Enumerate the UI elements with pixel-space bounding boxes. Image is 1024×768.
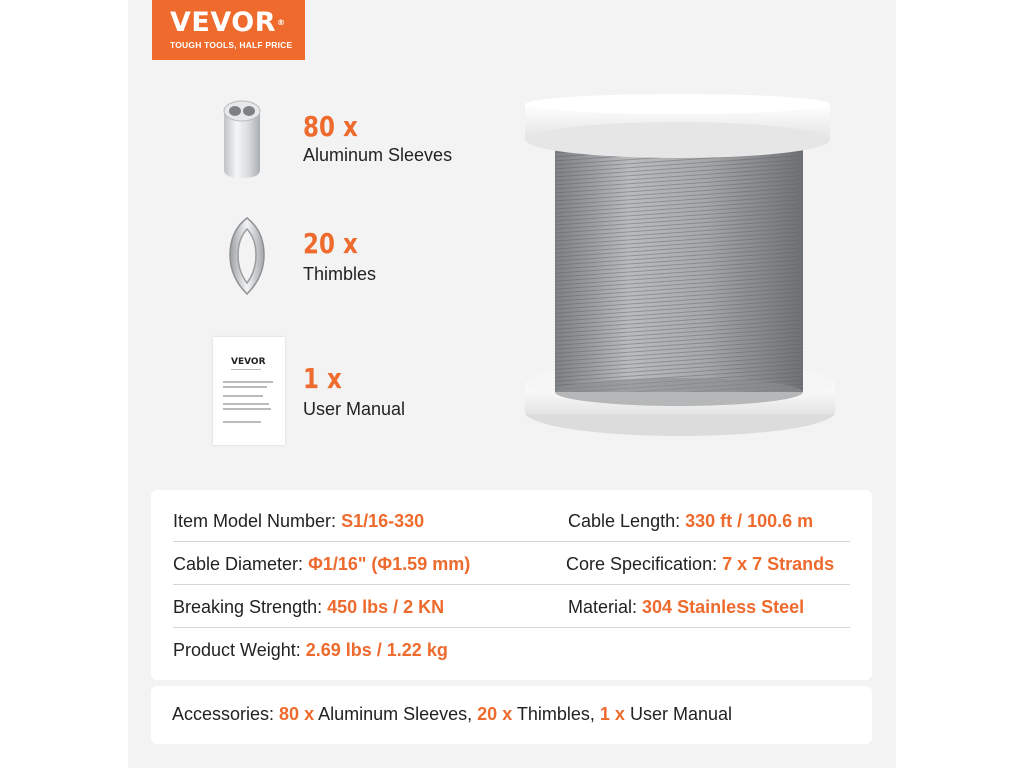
spec-divider (173, 541, 850, 542)
manual-qty: 1 x (303, 362, 342, 395)
spec-length: Cable Length: 330 ft / 100.6 m (568, 511, 814, 531)
spec-material: Material: 304 Stainless Steel (568, 597, 805, 617)
spec-weight: Product Weight: 2.69 lbs / 1.22 kg (173, 640, 448, 660)
manual-name: User Manual (303, 399, 406, 419)
user-manual-icon (213, 337, 285, 445)
thimble-name: Thimbles (303, 264, 377, 284)
vevor-logo (152, 0, 305, 60)
logo-reg: ® (277, 18, 286, 27)
thimble-qty: 20 x (303, 227, 358, 260)
spec-divider (173, 627, 850, 628)
sleeve-name: Aluminum Sleeves (303, 145, 453, 165)
thimble-icon (224, 215, 270, 297)
sleeve-qty: 80 x (303, 110, 358, 143)
cable-spool-image (515, 92, 840, 442)
spec-model: Item Model Number: S1/16-330 (173, 511, 425, 531)
manual-brand: VEVOR (231, 357, 266, 367)
spec-strength: Breaking Strength: 450 lbs / 2 KN (173, 597, 445, 617)
spec-core: Core Specification: 7 x 7 Strands (566, 554, 835, 574)
logo-tagline: TOUGH TOOLS, HALF PRICE (170, 40, 293, 50)
spec-diameter: Cable Diameter: Φ1/16" (Φ1.59 mm) (173, 554, 471, 574)
accessories-line: Accessories: 80 x Aluminum Sleeves, 20 x Thimbles, 1 x User Manual (172, 704, 732, 724)
spec-divider (173, 584, 850, 585)
logo-brand: VEVOR (170, 7, 277, 38)
aluminum-sleeve-icon (218, 98, 266, 180)
